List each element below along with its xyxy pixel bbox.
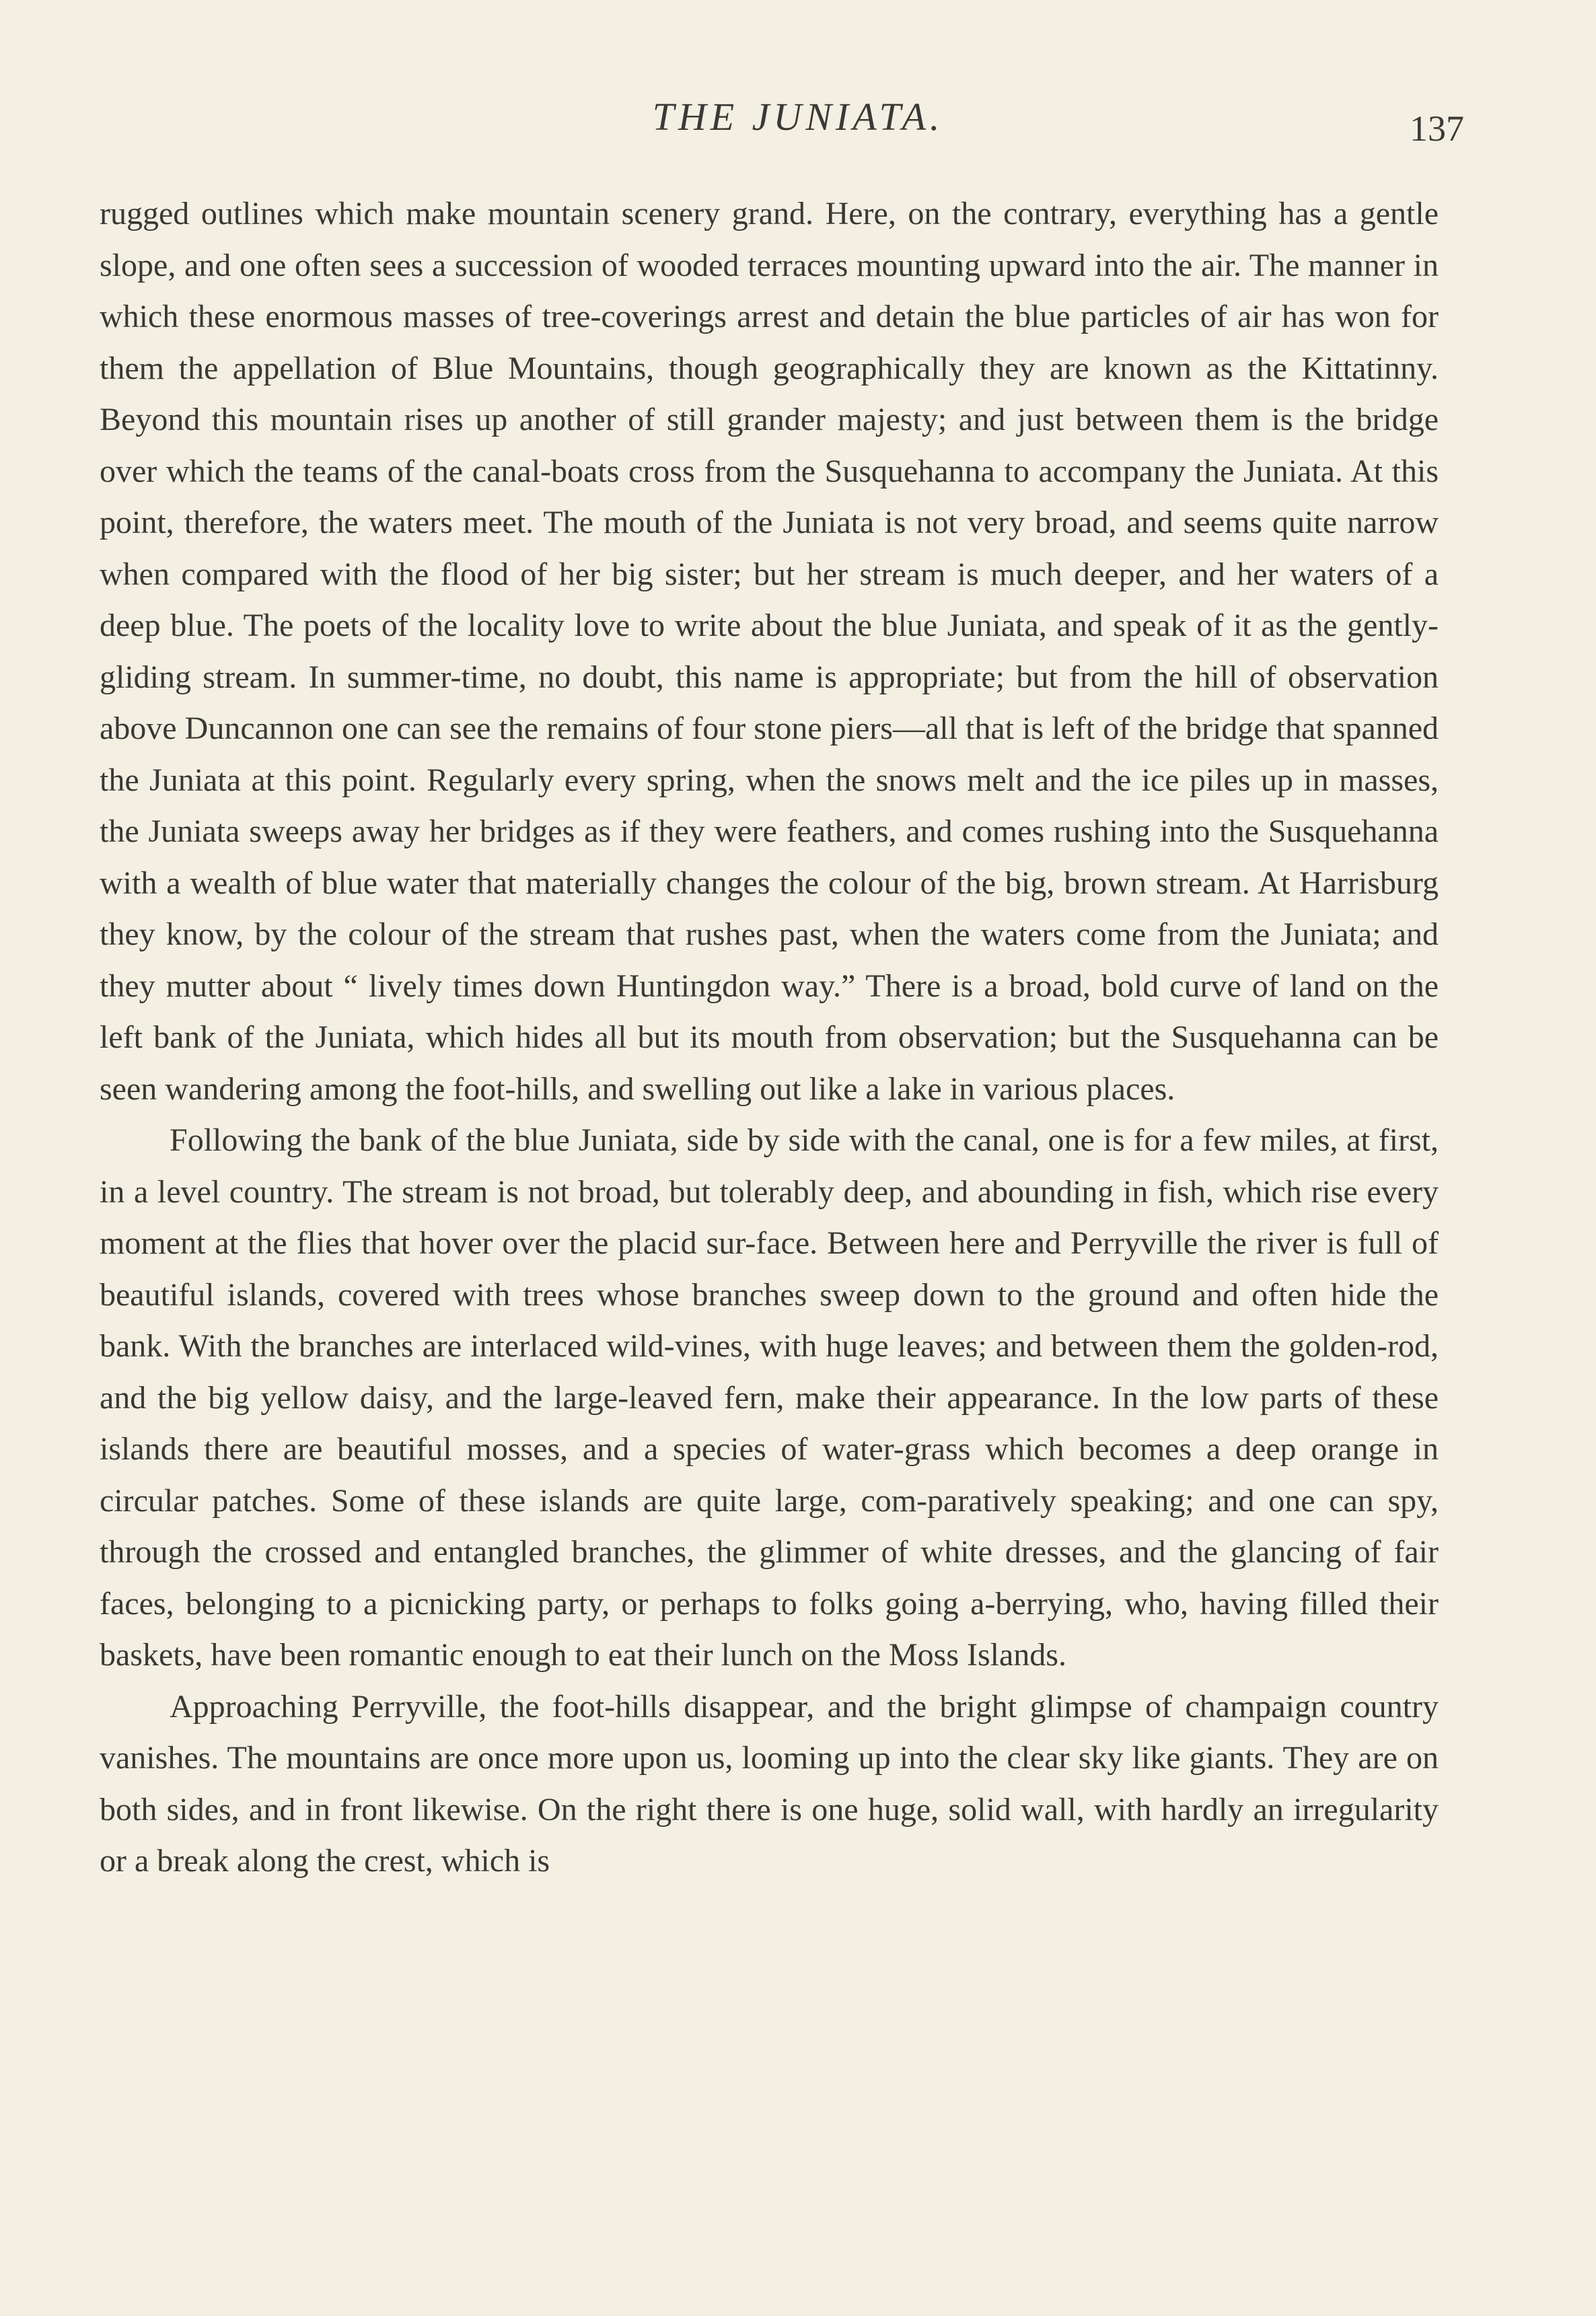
page-number: 137 bbox=[1410, 108, 1464, 149]
paragraph-approaching-perryville: Approaching Perryville, the foot-hills disappear, and the bright glimpse of champaign country vanishes. The mountains are once more upon us, looming up into the clear sky like giants. They are on both sides, and in front likewise. On the right there is one huge, solid wall, with hardly an irregularity or a break along the crest, which is bbox=[100, 1688, 1439, 1879]
paragraph-continued: rugged outlines which make mountain scenery grand. Here, on the contrary, everything has a gentle slope, and one often sees a succession of wooded terraces mounting upward into the air. The manner in which these enormous masses of tree-coverings arrest and detain the blue particles of air has won for them the appellation of Blue Mountains, though geographically they are known as the Kittatinny. Beyond this mountain rises up another of still grander majesty; and just between them is the bridge over which the teams of the canal-boats cross from the Susquehanna to accompany the Juniata. At this point, therefore, the waters meet. The mouth of the Juniata is not very broad, and seems quite narrow when compared with the flood of her big sister; but her stream is much deeper, and her waters of a deep blue. The poets of the locality love to write about the blue Juniata, and speak of it as the gently-gliding stream. In summer-time, no doubt, this name is appropriate; but from the hill of observation above Duncannon one can see the remains of four stone piers—all that is left of the bridge that spanned the Juniata at this point. Regularly every spring, when the snows melt and the ice piles up in masses, the Juniata sweeps away her bridges as if they were feathers, and comes rushing into the Susquehanna with a wealth of blue water that materially changes the colour of the big, brown stream. At Harrisburg they know, by the colour of the stream that rushes past, when the waters come from the Juniata; and they mutter about “ lively times down Huntingdon way.” There is a broad, bold curve of land on the left bank of the Juniata, which hides all but its mouth from observation; but the Susquehanna can be seen wandering among the foot-hills, and swelling out like a lake in various places. bbox=[100, 196, 1439, 1107]
running-head bbox=[0, 94, 1596, 148]
body-text bbox=[100, 188, 1439, 1887]
paragraph-following-the-bank: Following the bank of the blue Juniata, side by side with the canal, one is for a few miles, at first, in a level country. The stream is not broad, but tolerably deep, and abounding in fish, which rise every moment at the flies that hover over the placid sur-face. Between here and Perryville the river is full of beautiful islands, covered with trees whose branches sweep down to the ground and often hide the bank. With the branches are interlaced wild-vines, with huge leaves; and between them the golden-rod, and the big yellow daisy, and the large-leaved fern, make their appearance. In the low parts of these islands there are beautiful mosses, and a species of water-grass which becomes a deep orange in circular patches. Some of these islands are quite large, com-paratively speaking; and one can spy, through the crossed and entangled branches, the glimmer of white dresses, and the glancing of fair faces, belonging to a picnicking party, or perhaps to folks going a-berrying, who, having filled their baskets, have been romantic enough to eat their lunch on the Moss Islands. bbox=[100, 1122, 1439, 1673]
running-title: THE JUNIATA. bbox=[652, 95, 944, 139]
